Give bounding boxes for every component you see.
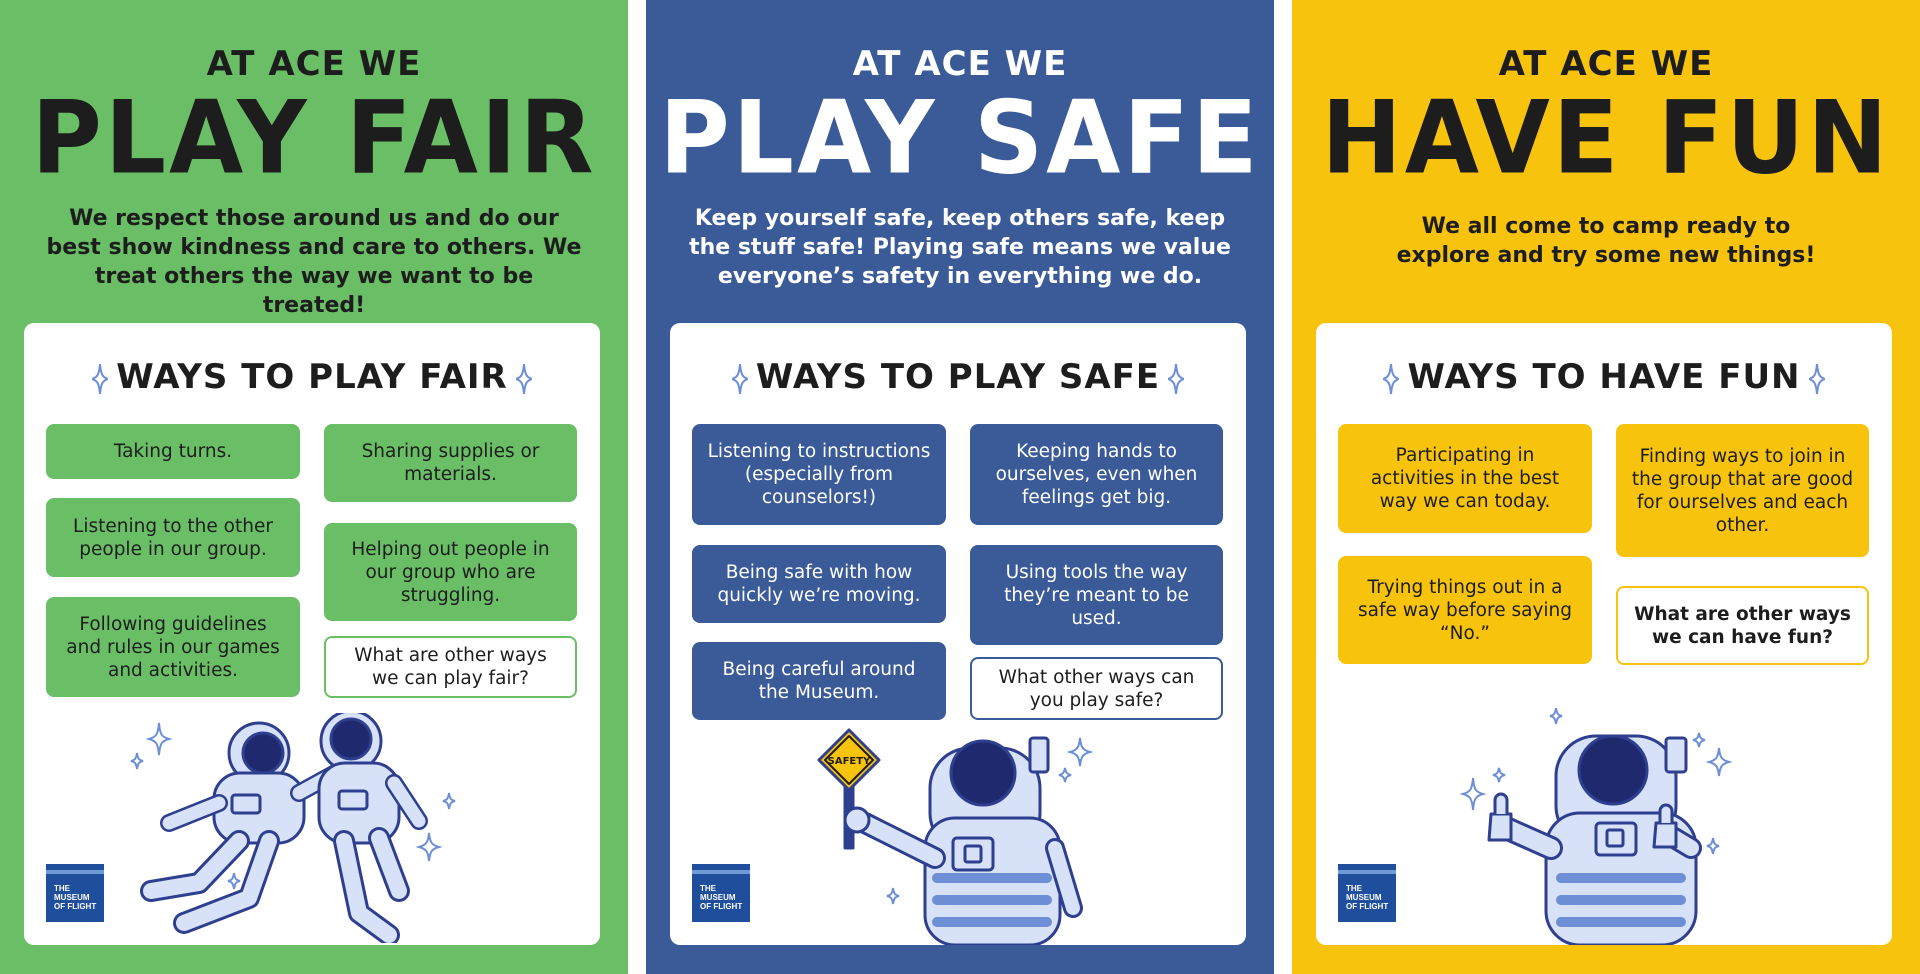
ways-title-text: WAYS TO HAVE FUN — [1407, 357, 1801, 397]
sparkle-icon — [732, 364, 748, 394]
way-tile: Finding ways to join in the group that are good for ourselves and each other. — [1616, 424, 1869, 557]
ways-card — [24, 323, 600, 945]
ways-card — [1316, 323, 1892, 945]
astronaut-thumbs-up-icon — [1451, 708, 1751, 945]
two-astronauts-icon — [129, 713, 509, 943]
poster-have-fun — [1292, 0, 1920, 974]
way-tile: Listening to the other people in our group. — [46, 498, 300, 577]
way-tile: Taking turns. — [46, 424, 300, 479]
way-tile: Trying things out in a safe way before saying “No.” — [1338, 556, 1592, 664]
way-tile: Keeping hands to ourselves, even when feelings get big. — [970, 424, 1223, 525]
way-tile: Using tools the way they’re meant to be used. — [970, 545, 1223, 645]
poster-play-fair — [0, 0, 628, 974]
poster-headline: PLAY SAFE — [659, 79, 1261, 197]
sparkle-icon — [1383, 364, 1399, 394]
sparkle-icon — [1809, 364, 1825, 394]
way-tile: Following guidelines and rules in our games and activities. — [46, 597, 300, 697]
sparkle-icon — [1168, 364, 1184, 394]
logo-text: THE MUSEUM OF FLIGHT — [1346, 884, 1389, 911]
poster-eyebrow: AT ACE WE — [206, 44, 422, 84]
logo-text: THE MUSEUM OF FLIGHT — [700, 884, 743, 911]
museum-of-flight-logo — [1338, 864, 1396, 922]
poster-eyebrow: AT ACE WE — [1498, 44, 1714, 84]
museum-of-flight-logo — [46, 864, 104, 922]
way-tile: Participating in activities in the best way we can today. — [1338, 424, 1592, 533]
question-tile: What are other ways we can have fun? — [1616, 586, 1869, 665]
ways-card — [670, 323, 1246, 945]
way-tile: Being careful around the Museum. — [692, 642, 946, 720]
question-tile: What are other ways we can play fair? — [324, 636, 577, 698]
way-tile: Sharing supplies or materials. — [324, 424, 577, 502]
logo-text: THE MUSEUM OF FLIGHT — [54, 884, 97, 911]
astronaut-with-safety-sign-icon — [815, 728, 1115, 945]
poster-headline: HAVE FUN — [1321, 79, 1891, 197]
sparkle-icon — [516, 364, 532, 394]
ways-title — [670, 355, 1246, 399]
safety-sign-text: SAFETY — [827, 756, 871, 767]
way-tile: Listening to instructions (especially from counselors!) — [692, 424, 946, 525]
poster-intro: We all come to camp ready to explore and try some new things! — [1396, 214, 1816, 268]
poster-intro: Keep yourself safe, keep others safe, keep the stuff safe! Playing safe means we value everyone’s safety in everything we do. — [689, 206, 1231, 289]
way-tile: Being safe with how quickly we’re moving. — [692, 545, 946, 623]
museum-of-flight-logo — [692, 864, 750, 922]
poster-headline: PLAY FAIR — [31, 79, 597, 197]
poster-intro: We respect those around us and do our best show kindness and care to others. We treat others the way we want to be treated! — [46, 206, 582, 318]
ways-title — [1316, 355, 1892, 399]
ways-title — [24, 355, 600, 399]
poster-eyebrow: AT ACE WE — [852, 44, 1068, 84]
question-tile: What other ways can you play safe? — [970, 657, 1223, 720]
ways-title-text: WAYS TO PLAY SAFE — [755, 357, 1161, 397]
ways-title-text: WAYS TO PLAY FAIR — [116, 357, 508, 397]
poster-play-safe — [646, 0, 1274, 974]
sparkle-icon — [92, 364, 108, 394]
way-tile: Helping out people in our group who are struggling. — [324, 523, 577, 621]
